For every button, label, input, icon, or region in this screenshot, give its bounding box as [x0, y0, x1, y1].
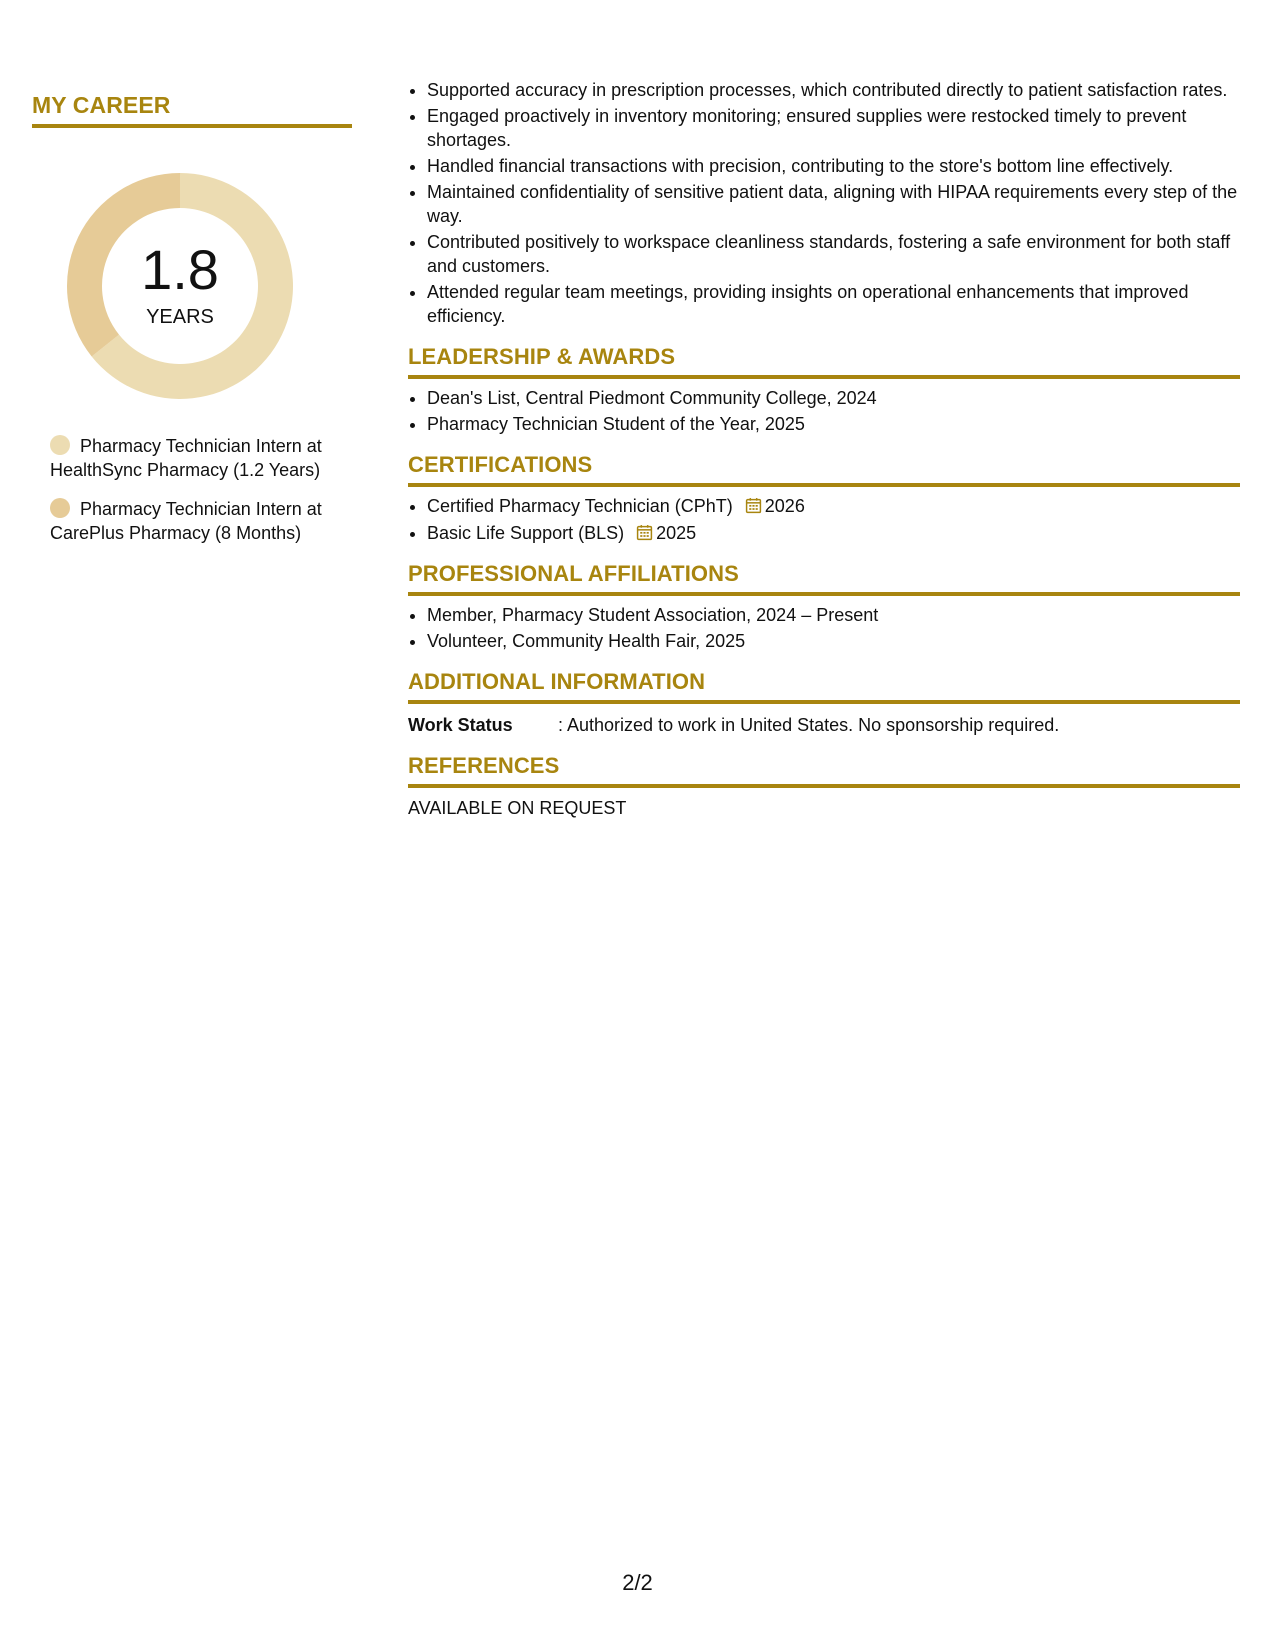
- certification-year: 2025: [656, 523, 697, 543]
- career-legend: [50, 434, 330, 545]
- career-sidebar: [32, 92, 352, 560]
- certifications-heading: CERTIFICATIONS: [408, 452, 1240, 487]
- career-heading: MY CAREER: [32, 92, 352, 128]
- experience-bullet: • Handled financial transactions with precision, contributing to the store's bottom line effectively.: [427, 154, 1240, 178]
- calendar-icon: [745, 497, 762, 514]
- additional-info-section: [408, 669, 1240, 737]
- leadership-heading: LEADERSHIP & AWARDS: [408, 344, 1240, 379]
- certification-item: [427, 521, 1240, 545]
- leadership-list: [408, 386, 1240, 436]
- legend-item: [50, 497, 330, 545]
- leadership-item: • Pharmacy Technician Student of the Year, 2025: [427, 412, 1240, 436]
- certification-item: [427, 494, 1240, 518]
- total-years-label: YEARS: [146, 306, 214, 328]
- experience-bullets: [408, 78, 1240, 328]
- legend-dot: [50, 435, 70, 455]
- experience-bullet: • Engaged proactively in inventory monitoring; ensured supplies were restocked timely to prevent shortages.: [427, 104, 1240, 152]
- legend-item: [50, 434, 330, 482]
- experience-bullet: • Attended regular team meetings, providing insights on operational enhancements that improved efficiency.: [427, 280, 1240, 328]
- leadership-item: • Dean's List, Central Piedmont Community College, 2024: [427, 386, 1240, 410]
- affiliation-item: • Volunteer, Community Health Fair, 2025: [427, 629, 1240, 653]
- certifications-list: [408, 494, 1240, 545]
- work-status-value: : Authorized to work in United States. No sponsorship required.: [558, 715, 1060, 735]
- legend-dot: [50, 498, 70, 518]
- references-heading: REFERENCES: [408, 753, 1240, 788]
- certification-name: Certified Pharmacy Technician (CPhT): [427, 496, 733, 516]
- certification-name: Basic Life Support (BLS): [427, 523, 625, 543]
- experience-bullet: • Maintained confidentiality of sensitive patient data, aligning with HIPAA requirements every step of the way.: [427, 180, 1240, 228]
- career-donut-chart: [66, 172, 294, 400]
- calendar-icon: [636, 524, 653, 541]
- legend-label: Pharmacy Technician Intern at CarePlus Pharmacy (8 Months): [50, 499, 322, 543]
- page-number: 2/2: [622, 1570, 653, 1595]
- affiliations-section: [408, 561, 1240, 653]
- total-years-value: 1.8: [141, 238, 219, 301]
- experience-bullet: • Supported accuracy in prescription processes, which contributed directly to patient satisfaction rates.: [427, 78, 1240, 102]
- leadership-section: [408, 344, 1240, 436]
- certifications-section: [408, 452, 1240, 545]
- affiliation-item: • Member, Pharmacy Student Association, 2024 – Present: [427, 603, 1240, 627]
- certification-year: 2026: [764, 496, 805, 516]
- experience-bullet: • Contributed positively to workspace cleanliness standards, fostering a safe environment for both staff and customers.: [427, 230, 1240, 278]
- legend-label: Pharmacy Technician Intern at HealthSync Pharmacy (1.2 Years): [50, 436, 322, 480]
- work-status-row: [408, 713, 1240, 737]
- affiliations-heading: PROFESSIONAL AFFILIATIONS: [408, 561, 1240, 596]
- work-status-label: Work Status: [408, 715, 513, 735]
- main-content: [408, 78, 1240, 819]
- affiliations-list: [408, 603, 1240, 653]
- references-section: [408, 753, 1240, 819]
- donut-center: [66, 172, 294, 400]
- references-text: AVAILABLE ON REQUEST: [408, 798, 627, 818]
- additional-info-heading: ADDITIONAL INFORMATION: [408, 669, 1240, 704]
